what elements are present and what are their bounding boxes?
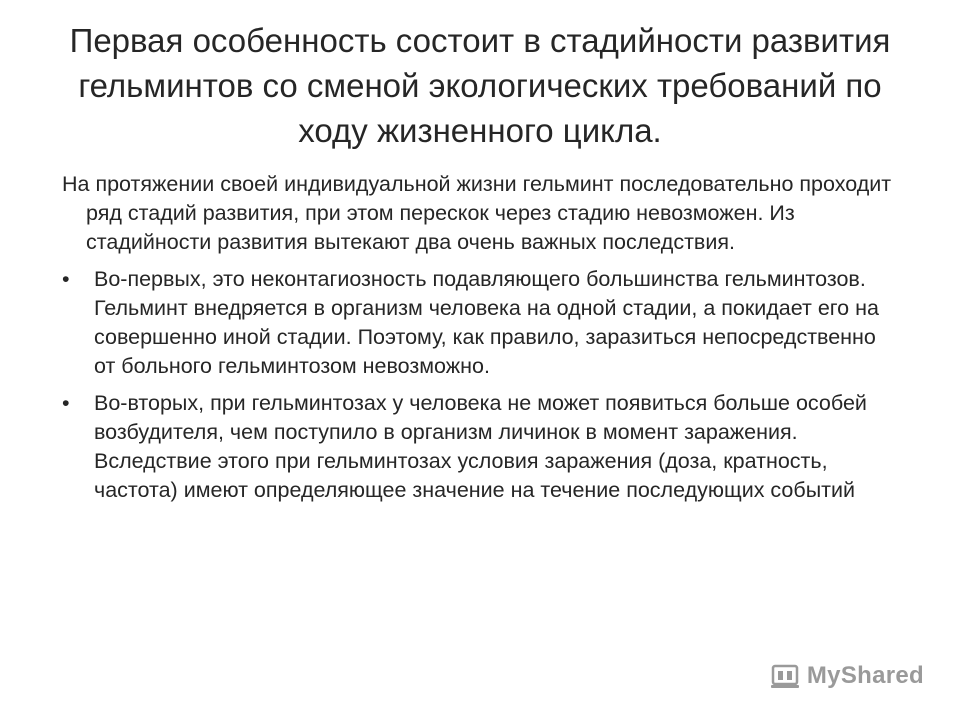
slide-title: Первая особенность состоит в стадийности развития гельминтов со сменой экологических требований по ходу жизненного цикла. bbox=[69, 22, 891, 149]
intro-paragraph: На протяжении своей индивидуальной жизни гельминт последовательно проходит ряд стадий развития, при этом перескок через стадию невозможен. Из стадийности развития вытекают два очень важных последствия. bbox=[62, 172, 892, 254]
slide-body bbox=[62, 170, 892, 513]
bullet-marker: • bbox=[62, 391, 70, 415]
watermark bbox=[769, 660, 924, 692]
bullet-text: Во-первых, это неконтагиозность подавляющего большинства гельминтозов. Гельминт внедряется в организм человека на одной стадии, а покидает его на совершенно иной стадии. Поэтому, как правило, заразиться непосредственно от больного гельминтозом невозможно. bbox=[94, 267, 879, 378]
bullet-marker: • bbox=[62, 267, 70, 291]
myshared-logo-icon bbox=[769, 660, 801, 692]
watermark-text: MyShared bbox=[806, 662, 924, 689]
bullet-item-1 bbox=[62, 265, 892, 381]
bullet-text: Во-вторых, при гельминтозах у человека не может появиться больше особей возбудителя, чем поступило в организм личинок в момент заражения. Вследствие этого при гельминтозах условия заражения (доза, кратность, частота) имеют определяющее значение на течение последующих событий bbox=[94, 391, 867, 502]
bullet-item-2 bbox=[62, 389, 892, 505]
